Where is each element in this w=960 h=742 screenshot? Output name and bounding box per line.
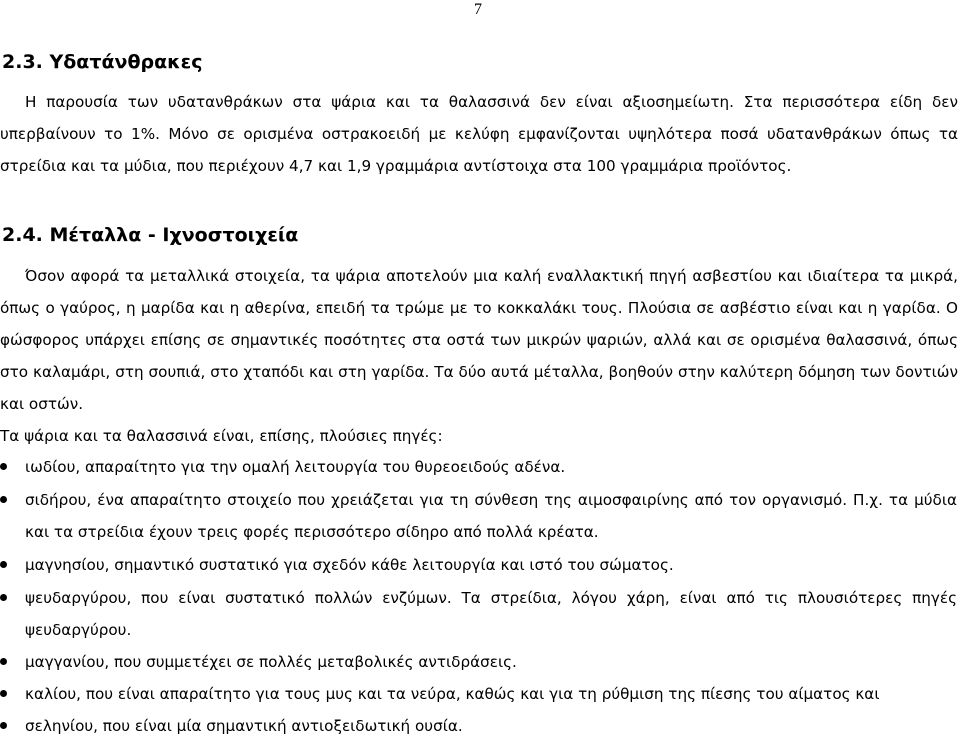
bullet-icon	[0, 463, 7, 470]
bullet-icon	[0, 561, 7, 568]
list-item	[25, 484, 957, 548]
list-item	[25, 582, 957, 646]
bullet-icon	[0, 722, 7, 729]
list-item-text: σεληνίου, που είναι μία σημαντική αντιοξειδωτική ουσία.	[25, 717, 463, 735]
list-item	[25, 646, 957, 678]
page-number: 7	[474, 1, 482, 18]
list-item-text: σιδήρου, ένα απαραίτητο στοιχείο που χρειάζεται για τη σύνθεση της αιμοσφαιρίνης από τον οργανισμό. Π.χ. τα μύδια και τα στρείδια έχουν τρεις φορές περισσότερο σίδηρο από πολλά κρέατα.	[25, 491, 957, 541]
list-item-text: καλίου, που είναι απαραίτητο για τους μυς και τα νεύρα, καθώς και για τη ρύθμιση της πίεσης του αίματος και	[25, 685, 880, 703]
section-heading-carbohydrates: 2.3. Υδατάνθρακες	[2, 51, 203, 73]
list-item-text: ψευδαργύρου, που είναι συστατικό πολλών ενζύμων. Τα στρείδια, λόγου χάρη, είναι από τις πλουσιότερες πηγές ψευδαργύρου.	[25, 589, 957, 639]
list-item-text: μαγνησίου, σημαντικό συστατικό για σχεδόν κάθε λειτουργία και ιστό του σώματος.	[25, 556, 674, 574]
paragraph-carbohydrates: Η παρουσία των υδατανθράκων στα ψάρια και τα θαλασσινά δεν είναι αξιοσημείωτη. Στα περισσότερα είδη δεν υπερβαίνουν το 1%. Μόνο σε ορισμένα οστρακοειδή με κελύφη εμφανίζονται υψηλότερα ποσά υδατανθράκων όπως τα στρείδια και τα μύδια, που περιέχουν 4,7 και 1,9 γραμμάρια αντίστοιχα στα 100 γραμμάρια προϊόντος.	[0, 93, 958, 175]
list-item-text: μαγγανίου, που συμμετέχει σε πολλές μεταβολικές αντιδράσεις.	[25, 653, 517, 671]
bullet-icon	[0, 690, 7, 697]
paragraph-metals: Όσον αφορά τα μεταλλικά στοιχεία, τα ψάρια αποτελούν μια καλή εναλλακτική πηγή ασβεστίου και ιδιαίτερα τα μικρά, όπως ο γαύρος, η μαρίδα και η αθερίνα, επειδή τα τρώμε με το κοκκαλάκι τους. Πλούσια σε ασβέστιο είναι και η γαρίδα. Ο φώσφορος υπάρχει επίσης σε σημαντικές ποσότητες στα οστά των μικρών ψαριών, αλλά και σε ορισμένα θαλασσινά, όπως στο καλαμάρι, στη σουπιά, στο χταπόδι και στη γαρίδα. Τα δύο αυτά μέταλλα, βοηθούν στην καλύτερη δόμηση των δοντιών και οστών.	[0, 267, 958, 413]
section-heading-metals: 2.4. Μέταλλα - Ιχνοστοιχεία	[2, 224, 299, 246]
list-item-text: ιωδίου, απαραίτητο για την ομαλή λειτουργία του θυρεοειδούς αδένα.	[25, 458, 566, 476]
bullet-icon	[0, 658, 7, 665]
list-item	[25, 678, 957, 710]
list-item	[25, 451, 957, 483]
list-item	[25, 710, 957, 742]
bullet-icon	[0, 496, 7, 503]
bullet-icon	[0, 594, 7, 601]
sources-intro: Τα ψάρια και τα θαλασσινά είναι, επίσης, πλούσιες πηγές:	[0, 427, 443, 445]
list-item	[25, 549, 957, 581]
